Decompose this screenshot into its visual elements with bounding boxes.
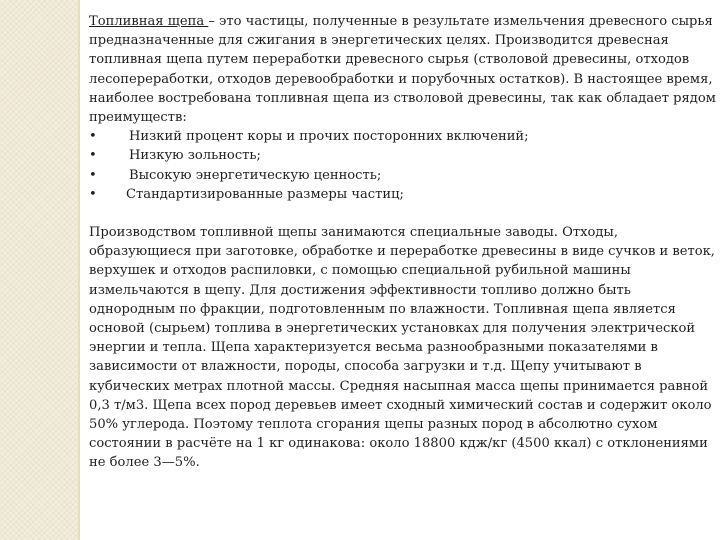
advantages-list [89, 127, 717, 204]
intro-paragraph [89, 12, 717, 127]
bullet-icon: • [89, 129, 97, 145]
list-item [89, 127, 717, 146]
decorative-texture-strip [0, 0, 78, 540]
paragraph-spacer [89, 204, 717, 223]
list-item-text: Низкую зольность; [129, 148, 261, 164]
list-item [89, 185, 717, 204]
list-item-text: Низкий процент коры и прочих посторонних включений; [129, 129, 529, 145]
strip-divider [78, 0, 80, 540]
details-paragraph: Производством топливной щепы занимаются специальные заводы. Отходы, образующиеся при заготовке, обработке и переработке древесины в виде сучков и веток, верхушек и отходов распиловки, с помощью специальной рубильной машины измельчаются в щепу. Для достижения эффективности топливо должно быть однородным по фракции, подготовленным по влажности. Топливная щепа является основой (сырьем) топлива в энергетических установках для получения электрической энергии и тепла. Щепа характеризуется весьма разнообразными показателями в зависимости от влажности, породы, способа загрузки и т.д. Щепу учитывают в кубических метрах плотной массы. Средняя насыпная масса щепы принимается равной 0,3 т/м3. Щепа всех пород деревьев имеет сходный химический состав и содержит около 50% углерода. Поэтому теплота сгорания щепы разных пород в абсолютно сухом состоянии в расчёте на 1 кг одинакова: около 18800 кдж/кг (4500 ккал) с отклонениями не более 3—5%. [89, 225, 715, 471]
bullet-icon: • [89, 148, 97, 164]
list-item [89, 166, 717, 185]
list-item-text: Высокую энергетическую ценность; [129, 167, 382, 183]
list-item [89, 146, 717, 165]
slide-content [89, 12, 717, 473]
bullet-icon: • [89, 167, 97, 183]
list-item-text: Стандартизированные размеры частиц; [126, 186, 404, 202]
defined-term: Топливная щепа [89, 14, 209, 29]
bullet-icon: • [89, 186, 97, 202]
intro-text: – это частицы, полученные в результате измельчения древесного сырья предназначенные для сжигания в энергетических целях. Производится древесная топливная щепа путем переработки древесного сырья (стволовой древесины, отходов лесопереработки, отходов деревообработки и порубочных остатков). В настоящее время, наиболее востребована топливная щепа из стволовой древесины, так как обладает рядом преимуществ: [89, 14, 716, 126]
